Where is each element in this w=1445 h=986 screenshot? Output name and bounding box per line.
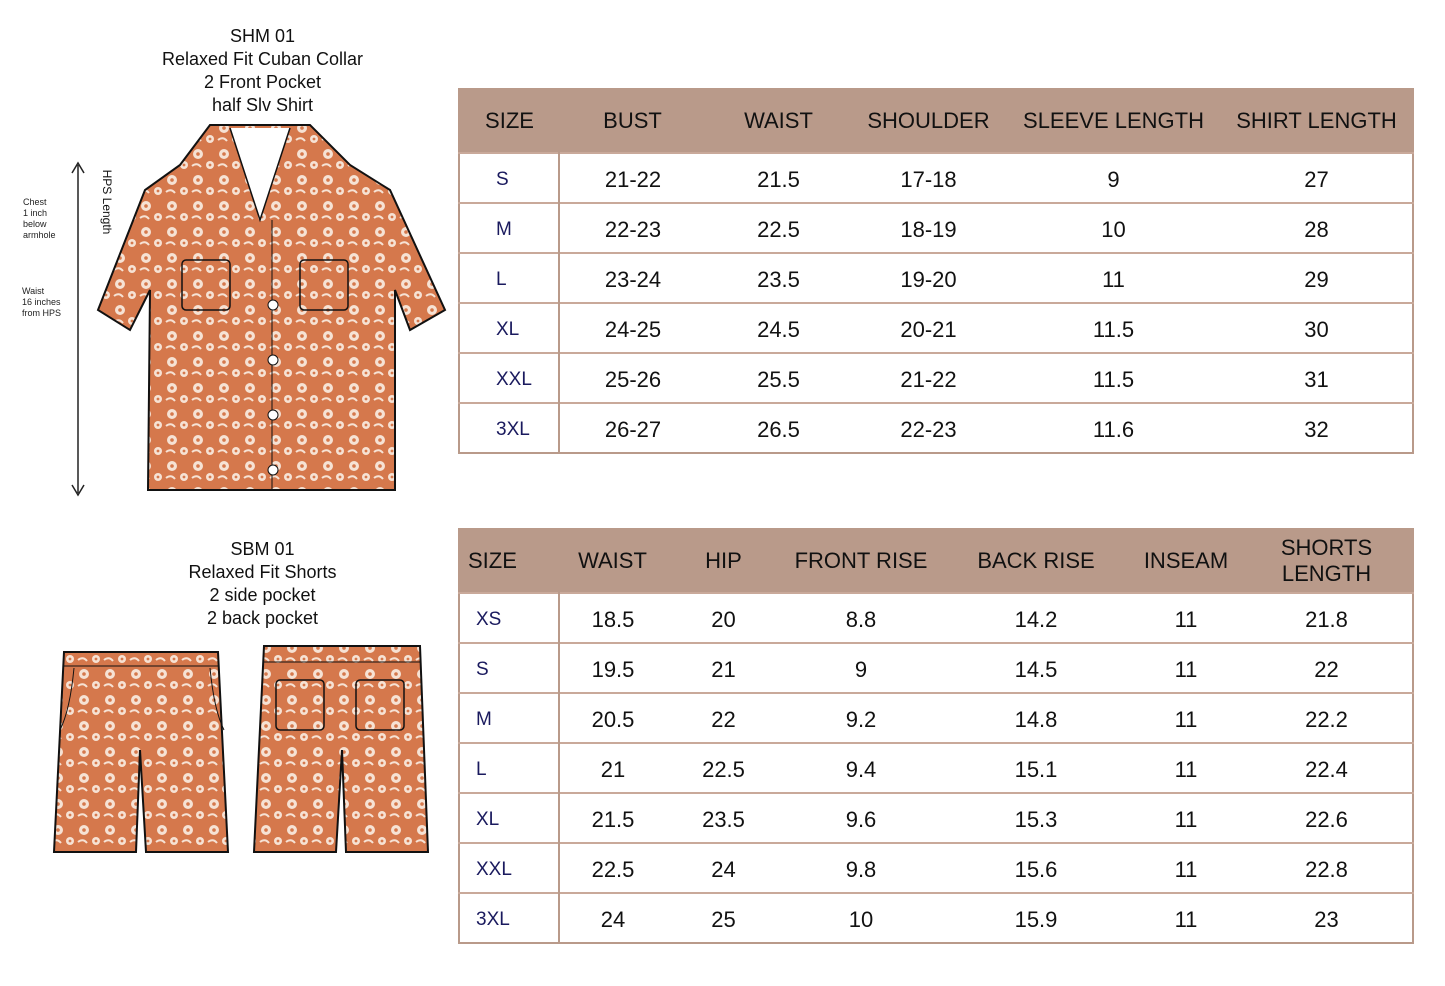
table-row bbox=[459, 893, 1413, 943]
measurement-cell: 25 bbox=[666, 893, 781, 943]
measurement-cell: 9.8 bbox=[781, 843, 941, 893]
column-header: WAIST bbox=[559, 529, 666, 593]
measurement-cell: 22.2 bbox=[1241, 693, 1413, 743]
measurement-cell: 15.6 bbox=[941, 843, 1131, 893]
measurement-cell: 20 bbox=[666, 593, 781, 643]
size-cell: XXL bbox=[459, 353, 559, 403]
measurement-cell: 29 bbox=[1221, 253, 1413, 303]
table-row bbox=[459, 743, 1413, 793]
column-header: WAIST bbox=[706, 89, 851, 153]
measurement-cell: 22.5 bbox=[706, 203, 851, 253]
column-header: SIZE bbox=[459, 529, 559, 593]
measurement-cell: 22 bbox=[666, 693, 781, 743]
table-row bbox=[459, 203, 1413, 253]
measurement-cell: 22.6 bbox=[1241, 793, 1413, 843]
measurement-cell: 23.5 bbox=[706, 253, 851, 303]
measurement-cell: 23 bbox=[1241, 893, 1413, 943]
shirt-code: SHM 01 bbox=[229, 26, 296, 46]
measurement-cell: 18-19 bbox=[851, 203, 1006, 253]
size-cell: 3XL bbox=[459, 403, 559, 453]
measurement-cell: 21.5 bbox=[706, 153, 851, 203]
table-row bbox=[459, 643, 1413, 693]
column-header: BUST bbox=[559, 89, 706, 153]
size-cell: XS bbox=[459, 593, 559, 643]
note-line: below bbox=[23, 219, 47, 229]
measurement-cell: 21.8 bbox=[1241, 593, 1413, 643]
shirt-size-table bbox=[458, 88, 1414, 454]
measurement-cell: 15.9 bbox=[941, 893, 1131, 943]
measurement-cell: 11 bbox=[1131, 843, 1241, 893]
measurement-cell: 19.5 bbox=[559, 643, 666, 693]
measurement-cell: 24 bbox=[666, 843, 781, 893]
shirt-desc-1: Relaxed Fit Cuban Collar bbox=[161, 49, 364, 69]
column-header: SHOULDER bbox=[851, 89, 1006, 153]
shorts-desc-2: 2 side pocket bbox=[209, 585, 316, 605]
note-line: Chest bbox=[23, 197, 47, 207]
table-row bbox=[459, 303, 1413, 353]
note-line: 1 inch bbox=[23, 208, 48, 218]
measurement-cell: 9 bbox=[781, 643, 941, 693]
size-cell: M bbox=[459, 203, 559, 253]
measurement-cell: 15.1 bbox=[941, 743, 1131, 793]
shirt-title bbox=[140, 25, 385, 117]
note-line: armhole bbox=[23, 230, 56, 240]
table-row bbox=[459, 693, 1413, 743]
measurement-cell: 15.3 bbox=[941, 793, 1131, 843]
measurement-cell: 8.8 bbox=[781, 593, 941, 643]
measurement-cell: 14.2 bbox=[941, 593, 1131, 643]
measurement-cell: 11 bbox=[1131, 743, 1241, 793]
measurement-cell: 11 bbox=[1131, 793, 1241, 843]
measurement-cell: 14.8 bbox=[941, 693, 1131, 743]
table-row bbox=[459, 353, 1413, 403]
measurement-cell: 22.5 bbox=[666, 743, 781, 793]
column-header: BACK RISE bbox=[941, 529, 1131, 593]
size-cell: S bbox=[459, 153, 559, 203]
measurement-cell: 26.5 bbox=[706, 403, 851, 453]
measurement-cell: 20-21 bbox=[851, 303, 1006, 353]
measurement-cell: 26-27 bbox=[559, 403, 706, 453]
measurement-cell: 17-18 bbox=[851, 153, 1006, 203]
table-header-row bbox=[459, 529, 1413, 593]
measurement-cell: 9.4 bbox=[781, 743, 941, 793]
note-line: Waist bbox=[22, 286, 45, 296]
chest-note bbox=[23, 197, 56, 241]
measurement-cell: 11 bbox=[1131, 593, 1241, 643]
measurement-cell: 22-23 bbox=[559, 203, 706, 253]
shorts-desc-3: 2 back pocket bbox=[206, 608, 319, 628]
measurement-cell: 30 bbox=[1221, 303, 1413, 353]
measurement-cell: 11 bbox=[1131, 643, 1241, 693]
column-header: FRONT RISE bbox=[781, 529, 941, 593]
shirt-illustration bbox=[60, 120, 460, 505]
shorts-size-table bbox=[458, 528, 1414, 944]
size-cell: M bbox=[459, 693, 559, 743]
measurement-cell: 11.6 bbox=[1006, 403, 1221, 453]
waist-note bbox=[22, 286, 61, 319]
size-cell: XXL bbox=[459, 843, 559, 893]
measurement-cell: 9.6 bbox=[781, 793, 941, 843]
measurement-cell: 20.5 bbox=[559, 693, 666, 743]
table-row bbox=[459, 793, 1413, 843]
measurement-cell: 21 bbox=[559, 743, 666, 793]
measurement-cell: 21-22 bbox=[559, 153, 706, 203]
size-cell: XL bbox=[459, 793, 559, 843]
measurement-cell: 11.5 bbox=[1006, 353, 1221, 403]
size-cell: L bbox=[459, 743, 559, 793]
measurement-cell: 32 bbox=[1221, 403, 1413, 453]
measurement-cell: 25-26 bbox=[559, 353, 706, 403]
measurement-cell: 10 bbox=[1006, 203, 1221, 253]
measurement-cell: 11 bbox=[1006, 253, 1221, 303]
measurement-cell: 22-23 bbox=[851, 403, 1006, 453]
measurement-cell: 24 bbox=[559, 893, 666, 943]
measurement-cell: 19-20 bbox=[851, 253, 1006, 303]
measurement-cell: 11 bbox=[1131, 693, 1241, 743]
size-cell: 3XL bbox=[459, 893, 559, 943]
shorts-title bbox=[140, 538, 385, 630]
measurement-cell: 27 bbox=[1221, 153, 1413, 203]
shorts-illustration bbox=[50, 640, 435, 860]
size-cell: XL bbox=[459, 303, 559, 353]
hps-length-label: HPS Length bbox=[100, 169, 114, 235]
measurement-cell: 14.5 bbox=[941, 643, 1131, 693]
shirt-desc-2: 2 Front Pocket bbox=[203, 72, 322, 92]
measurement-cell: 11.5 bbox=[1006, 303, 1221, 353]
measurement-cell: 21-22 bbox=[851, 353, 1006, 403]
table-row bbox=[459, 153, 1413, 203]
measurement-cell: 24.5 bbox=[706, 303, 851, 353]
measurement-cell: 21 bbox=[666, 643, 781, 693]
column-header: SIZE bbox=[459, 89, 559, 153]
measurement-cell: 22.8 bbox=[1241, 843, 1413, 893]
size-cell: L bbox=[459, 253, 559, 303]
table-row bbox=[459, 593, 1413, 643]
column-header: SHIRT LENGTH bbox=[1221, 89, 1413, 153]
measurement-cell: 22 bbox=[1241, 643, 1413, 693]
measurement-cell: 10 bbox=[781, 893, 941, 943]
column-header: HIP bbox=[666, 529, 781, 593]
measurement-cell: 21.5 bbox=[559, 793, 666, 843]
measurement-cell: 25.5 bbox=[706, 353, 851, 403]
column-header: SLEEVE LENGTH bbox=[1006, 89, 1221, 153]
shorts-code: SBM 01 bbox=[230, 539, 295, 559]
measurement-cell: 22.4 bbox=[1241, 743, 1413, 793]
table-row bbox=[459, 843, 1413, 893]
measurement-cell: 9.2 bbox=[781, 693, 941, 743]
measurement-cell: 28 bbox=[1221, 203, 1413, 253]
shorts-desc-1: Relaxed Fit Shorts bbox=[188, 562, 337, 582]
measurement-cell: 23-24 bbox=[559, 253, 706, 303]
measurement-cell: 9 bbox=[1006, 153, 1221, 203]
note-line: 16 inches bbox=[22, 297, 61, 307]
measurement-cell: 24-25 bbox=[559, 303, 706, 353]
size-cell: S bbox=[459, 643, 559, 693]
column-header: INSEAM bbox=[1131, 529, 1241, 593]
measurement-cell: 11 bbox=[1131, 893, 1241, 943]
measurement-cell: 23.5 bbox=[666, 793, 781, 843]
measurement-cell: 31 bbox=[1221, 353, 1413, 403]
column-header: SHORTS LENGTH bbox=[1241, 529, 1413, 593]
measurement-cell: 18.5 bbox=[559, 593, 666, 643]
measurement-cell: 22.5 bbox=[559, 843, 666, 893]
table-header-row bbox=[459, 89, 1413, 153]
note-line: from HPS bbox=[22, 308, 62, 318]
table-row bbox=[459, 253, 1413, 303]
shirt-desc-3: half Slv Shirt bbox=[211, 95, 314, 115]
table-row bbox=[459, 403, 1413, 453]
